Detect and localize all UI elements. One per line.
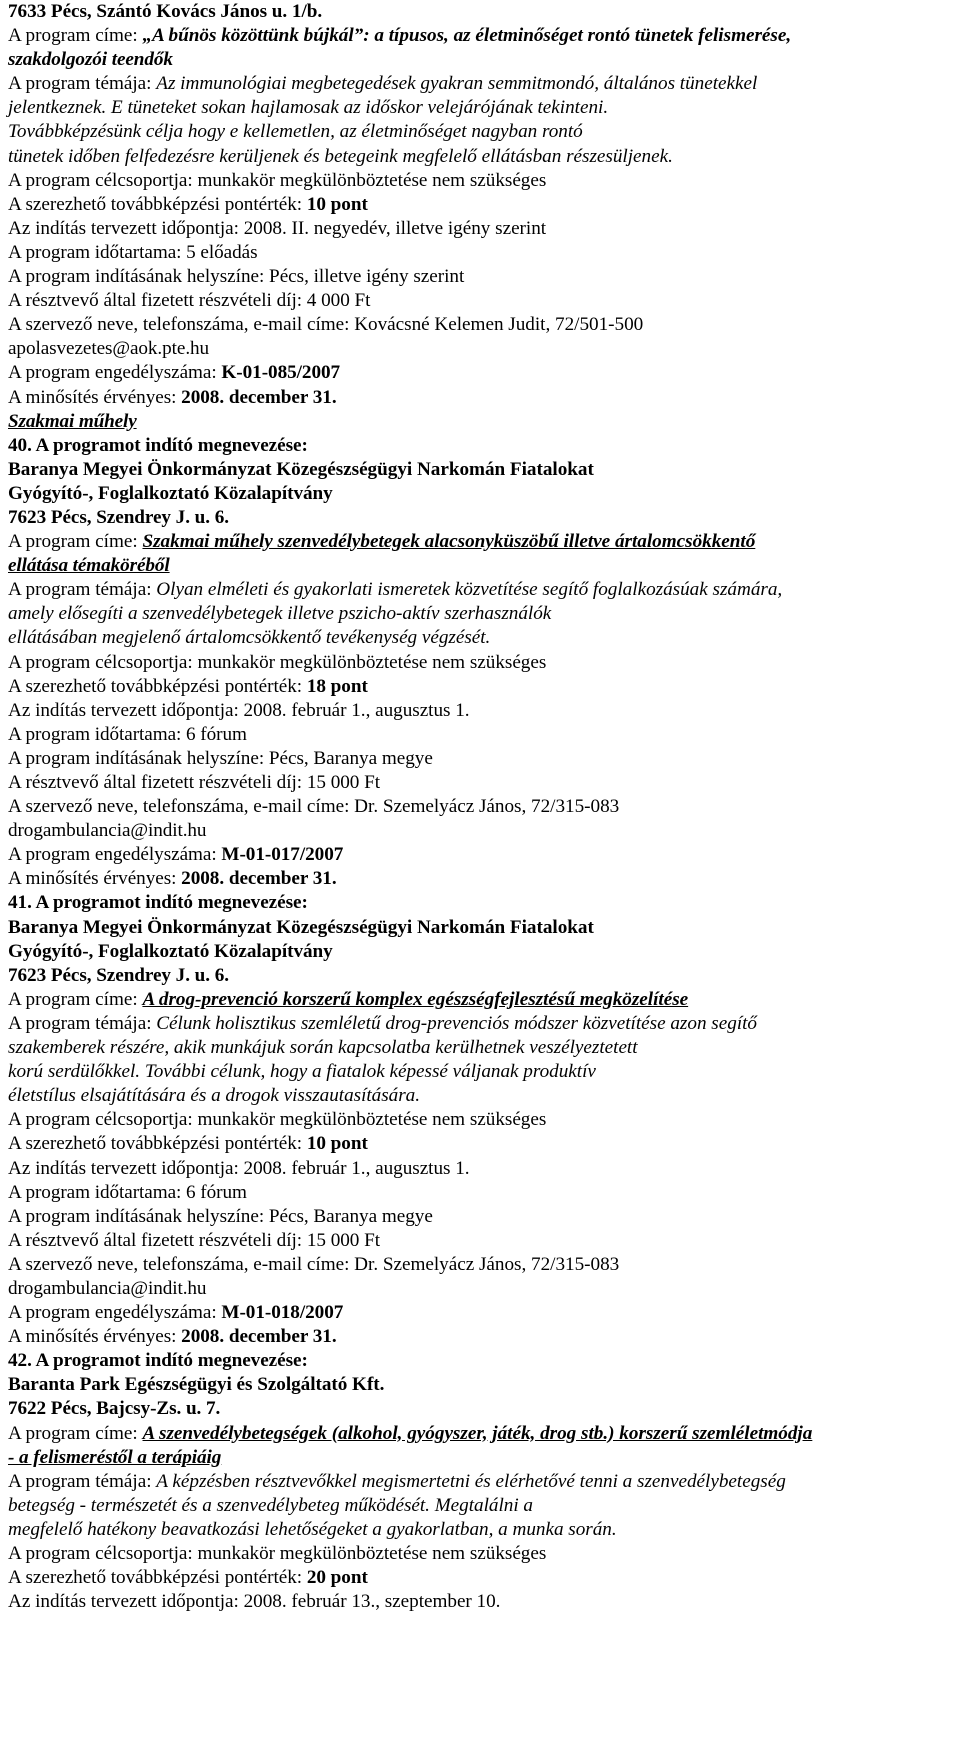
text-run: Szakmai műhely xyxy=(8,410,137,432)
text-line xyxy=(8,1108,950,1132)
text-run: 7622 Pécs, Bajcsy-Zs. u. 7. xyxy=(8,1398,221,1420)
text-line xyxy=(8,386,950,410)
text-line xyxy=(8,1518,950,1542)
text-line xyxy=(8,675,950,699)
text-run: A résztvevő által fizetett részvételi díj: 4 000 Ft xyxy=(8,290,371,312)
text-run: A program indításának helyszíne: Pécs, Baranya megye xyxy=(8,747,433,769)
text-line xyxy=(8,771,950,795)
text-line xyxy=(8,1084,950,1108)
text-run: ellátásában megjelenő ártalomcsökkentő tevékenység végzését. xyxy=(8,627,491,649)
text-run: A program időtartama: 6 fórum xyxy=(8,1181,247,1203)
text-run: drogambulancia@indit.hu xyxy=(8,1277,207,1299)
text-line xyxy=(8,1422,950,1446)
text-run: 7623 Pécs, Szendrey J. u. 6. xyxy=(8,506,229,528)
text-line xyxy=(8,554,950,578)
text-run: A szerezhető továbbképzési pontérték: xyxy=(8,1133,307,1155)
text-run: A program címe: xyxy=(8,531,143,553)
text-run: A minősítés érvényes: xyxy=(8,868,182,890)
text-run: Az immunológiai megbetegedések gyakran semmitmondó, általános tünetekkel xyxy=(156,73,758,95)
text-run: apolasvezetes@aok.pte.hu xyxy=(8,338,210,360)
text-line xyxy=(8,964,950,988)
text-line xyxy=(8,1036,950,1060)
text-run: ellátása témaköréből xyxy=(8,555,170,577)
text-line xyxy=(8,482,950,506)
text-line xyxy=(8,193,950,217)
text-run: 2008. december 31. xyxy=(181,386,337,408)
text-line xyxy=(8,891,950,915)
text-line xyxy=(8,723,950,747)
text-run: 10 pont xyxy=(306,193,368,215)
text-run: Baranta Park Egészségügyi és Szolgáltató Kft. xyxy=(8,1374,385,1396)
text-run: A szerezhető továbbképzési pontérték: xyxy=(8,675,307,697)
text-line xyxy=(8,1301,950,1325)
text-run: 7623 Pécs, Szendrey J. u. 6. xyxy=(8,964,229,986)
text-run: M-01-018/2007 xyxy=(221,1302,344,1324)
text-line xyxy=(8,843,950,867)
text-run: A program indításának helyszíne: Pécs, illetve igény szerint xyxy=(8,266,465,288)
text-run: A program címe: xyxy=(8,25,143,47)
text-run: A program célcsoportja: munkakör megkülönböztetése nem szükséges xyxy=(8,1109,547,1131)
text-line xyxy=(8,1253,950,1277)
text-run: Célunk holisztikus szemléletű drog-prevenciós módszer közvetítése azon segítő xyxy=(156,1012,758,1034)
text-line xyxy=(8,361,950,385)
text-line xyxy=(8,867,950,891)
text-run: betegség - természetét és a szenvedélybeteg működését. Megtalálni a xyxy=(8,1494,533,1516)
text-run: A szenvedélybetegségek (alkohol, gyógyszer, játék, drog stb.) korszerű szemléletmódja xyxy=(142,1422,813,1444)
text-line xyxy=(8,145,950,169)
text-run: A program témája: xyxy=(8,579,157,601)
text-run: A drog-prevenció korszerű komplex egészségfejlesztésű megközelítése xyxy=(142,988,689,1010)
text-line xyxy=(8,1060,950,1084)
text-run: A program témája: xyxy=(8,1470,157,1492)
text-run: 42. A programot indító megnevezése: xyxy=(8,1350,308,1372)
text-run: A program indításának helyszíne: Pécs, Baranya megye xyxy=(8,1205,433,1227)
text-run: „A bűnös közöttünk bújkál”: a típusos, az életminőséget rontó tünetek felismerése, xyxy=(142,25,792,47)
text-line xyxy=(8,1373,950,1397)
text-run: 20 pont xyxy=(306,1567,368,1589)
text-run: A program témája: xyxy=(8,1012,157,1034)
text-run: A résztvevő által fizetett részvételi díj: 15 000 Ft xyxy=(8,1229,381,1251)
text-line xyxy=(8,506,950,530)
text-line xyxy=(8,1397,950,1421)
text-run: K-01-085/2007 xyxy=(221,362,341,384)
text-run: jelentkeznek. E tüneteket sokan hajlamosak az időskor velejárójának tekinteni. xyxy=(8,97,609,119)
text-run: életstílus elsajátítására és a drogok visszautasítására. xyxy=(8,1085,420,1107)
text-run: Az indítás tervezett időpontja: 2008. február 1., augusztus 1. xyxy=(8,1157,470,1179)
text-run: drogambulancia@indit.hu xyxy=(8,820,207,842)
text-line xyxy=(8,602,950,626)
text-run: 10 pont xyxy=(306,1133,368,1155)
text-run: A program engedélyszáma: xyxy=(8,844,222,866)
text-line xyxy=(8,434,950,458)
text-line xyxy=(8,1229,950,1253)
text-run: A program célcsoportja: munkakör megkülönböztetése nem szükséges xyxy=(8,651,547,673)
text-line xyxy=(8,1325,950,1349)
text-line xyxy=(8,747,950,771)
text-line xyxy=(8,265,950,289)
text-line xyxy=(8,1181,950,1205)
text-run: Az indítás tervezett időpontja: 2008. február 13., szeptember 10. xyxy=(8,1591,501,1613)
text-line xyxy=(8,1132,950,1156)
text-line xyxy=(8,72,950,96)
text-run: 2008. december 31. xyxy=(181,868,337,890)
text-run: Az indítás tervezett időpontja: 2008. február 1., augusztus 1. xyxy=(8,699,470,721)
text-line xyxy=(8,795,950,819)
text-run: Olyan elméleti és gyakorlati ismeretek közvetítése segítő foglalkozásúak számára, xyxy=(156,579,783,601)
text-line xyxy=(8,313,950,337)
text-run: A szervező neve, telefonszáma, e-mail címe: Dr. Szemelyácz János, 72/315-083 xyxy=(8,1253,620,1275)
text-run: Baranya Megyei Önkormányzat Közegészségügyi Narkomán Fiatalokat xyxy=(8,458,594,480)
text-line xyxy=(8,1590,950,1614)
text-line xyxy=(8,217,950,241)
text-run: A program célcsoportja: munkakör megkülönböztetése nem szükséges xyxy=(8,169,547,191)
text-run: A szervező neve, telefonszáma, e-mail címe: Kovácsné Kelemen Judit, 72/501-500 xyxy=(8,314,644,336)
text-run: amely elősegíti a szenvedélybetegek illetve pszicho-aktív szerhasználók xyxy=(8,603,552,625)
text-run: M-01-017/2007 xyxy=(221,844,344,866)
text-run: Gyógyító-, Foglalkoztató Közalapítvány xyxy=(8,940,333,962)
text-line xyxy=(8,289,950,313)
text-run: A szerezhető továbbképzési pontérték: xyxy=(8,1567,307,1589)
text-line xyxy=(8,1205,950,1229)
text-line xyxy=(8,1349,950,1373)
text-line xyxy=(8,410,950,434)
text-run: szakemberek részére, akik munkájuk során kapcsolatba kerülhetnek veszélyeztetett xyxy=(8,1037,638,1059)
text-run: A minősítés érvényes: xyxy=(8,386,182,408)
text-line xyxy=(8,940,950,964)
text-line xyxy=(8,1157,950,1181)
text-line xyxy=(8,1012,950,1036)
text-run: 41. A programot indító megnevezése: xyxy=(8,892,308,914)
text-run: 18 pont xyxy=(306,675,368,697)
text-run: 2008. december 31. xyxy=(181,1326,337,1348)
text-line xyxy=(8,916,950,940)
text-line xyxy=(8,530,950,554)
text-line xyxy=(8,96,950,120)
text-line xyxy=(8,1470,950,1494)
text-line xyxy=(8,626,950,650)
text-run: A program időtartama: 5 előadás xyxy=(8,241,258,263)
text-line xyxy=(8,651,950,675)
text-line xyxy=(8,1277,950,1301)
text-run: Az indítás tervezett időpontja: 2008. II. negyedév, illetve igény szerint xyxy=(8,217,547,239)
text-run: megfelelő hatékony beavatkozási lehetőségeket a gyakorlatban, a munka során. xyxy=(8,1518,617,1540)
text-run: A képzésben résztvevőkkel megismertetni és elérhetővé tenni a szenvedélybetegség xyxy=(156,1470,786,1492)
text-line xyxy=(8,241,950,265)
text-run: A program engedélyszáma: xyxy=(8,362,222,384)
text-line xyxy=(8,169,950,193)
text-run: A program időtartama: 6 fórum xyxy=(8,723,247,745)
text-line xyxy=(8,24,950,48)
text-line xyxy=(8,1566,950,1590)
text-line xyxy=(8,699,950,723)
text-run: Gyógyító-, Foglalkoztató Közalapítvány xyxy=(8,482,333,504)
text-line xyxy=(8,337,950,361)
text-line xyxy=(8,458,950,482)
text-line xyxy=(8,988,950,1012)
text-line xyxy=(8,819,950,843)
text-run: A program témája: xyxy=(8,73,157,95)
text-run: A program célcsoportja: munkakör megkülönböztetése nem szükséges xyxy=(8,1543,547,1564)
text-run: Továbbképzésünk célja hogy e kellemetlen, az életminőséget nagyban rontó xyxy=(8,121,583,143)
text-run: tünetek időben felfedezésre kerüljenek és betegeink megfelelő ellátásban részesüljenek. xyxy=(8,145,673,167)
text-run: 40. A programot indító megnevezése: xyxy=(8,434,308,456)
text-run: A program engedélyszáma: xyxy=(8,1302,222,1324)
text-run: A program címe: xyxy=(8,1422,143,1444)
text-line xyxy=(8,120,950,144)
text-run: korú serdülőkkel. További célunk, hogy a fiatalok képessé váljanak produktív xyxy=(8,1061,596,1083)
text-run: A szervező neve, telefonszáma, e-mail címe: Dr. Szemelyácz János, 72/315-083 xyxy=(8,796,620,818)
text-line xyxy=(8,1446,950,1470)
text-line xyxy=(8,1494,950,1518)
text-line xyxy=(8,48,950,72)
text-run: 7633 Pécs, Szántó Kovács János u. 1/b. xyxy=(8,1,323,22)
text-line xyxy=(8,578,950,602)
text-run: A szerezhető továbbképzési pontérték: xyxy=(8,193,307,215)
text-line xyxy=(8,1542,950,1566)
text-run: A résztvevő által fizetett részvételi díj: 15 000 Ft xyxy=(8,772,381,793)
text-run: A program címe: xyxy=(8,988,143,1010)
text-run: - a felismeréstől a terápiáig xyxy=(8,1446,222,1468)
text-line xyxy=(8,0,950,24)
text-run: Szakmai műhely szenvedélybetegek alacsonyküszöbű illetve ártalomcsökkentő xyxy=(142,531,756,553)
text-run: Baranya Megyei Önkormányzat Közegészségügyi Narkomán Fiatalokat xyxy=(8,916,594,938)
text-run: A minősítés érvényes: xyxy=(8,1326,182,1348)
text-run: szakdolgozói teendők xyxy=(8,49,173,71)
